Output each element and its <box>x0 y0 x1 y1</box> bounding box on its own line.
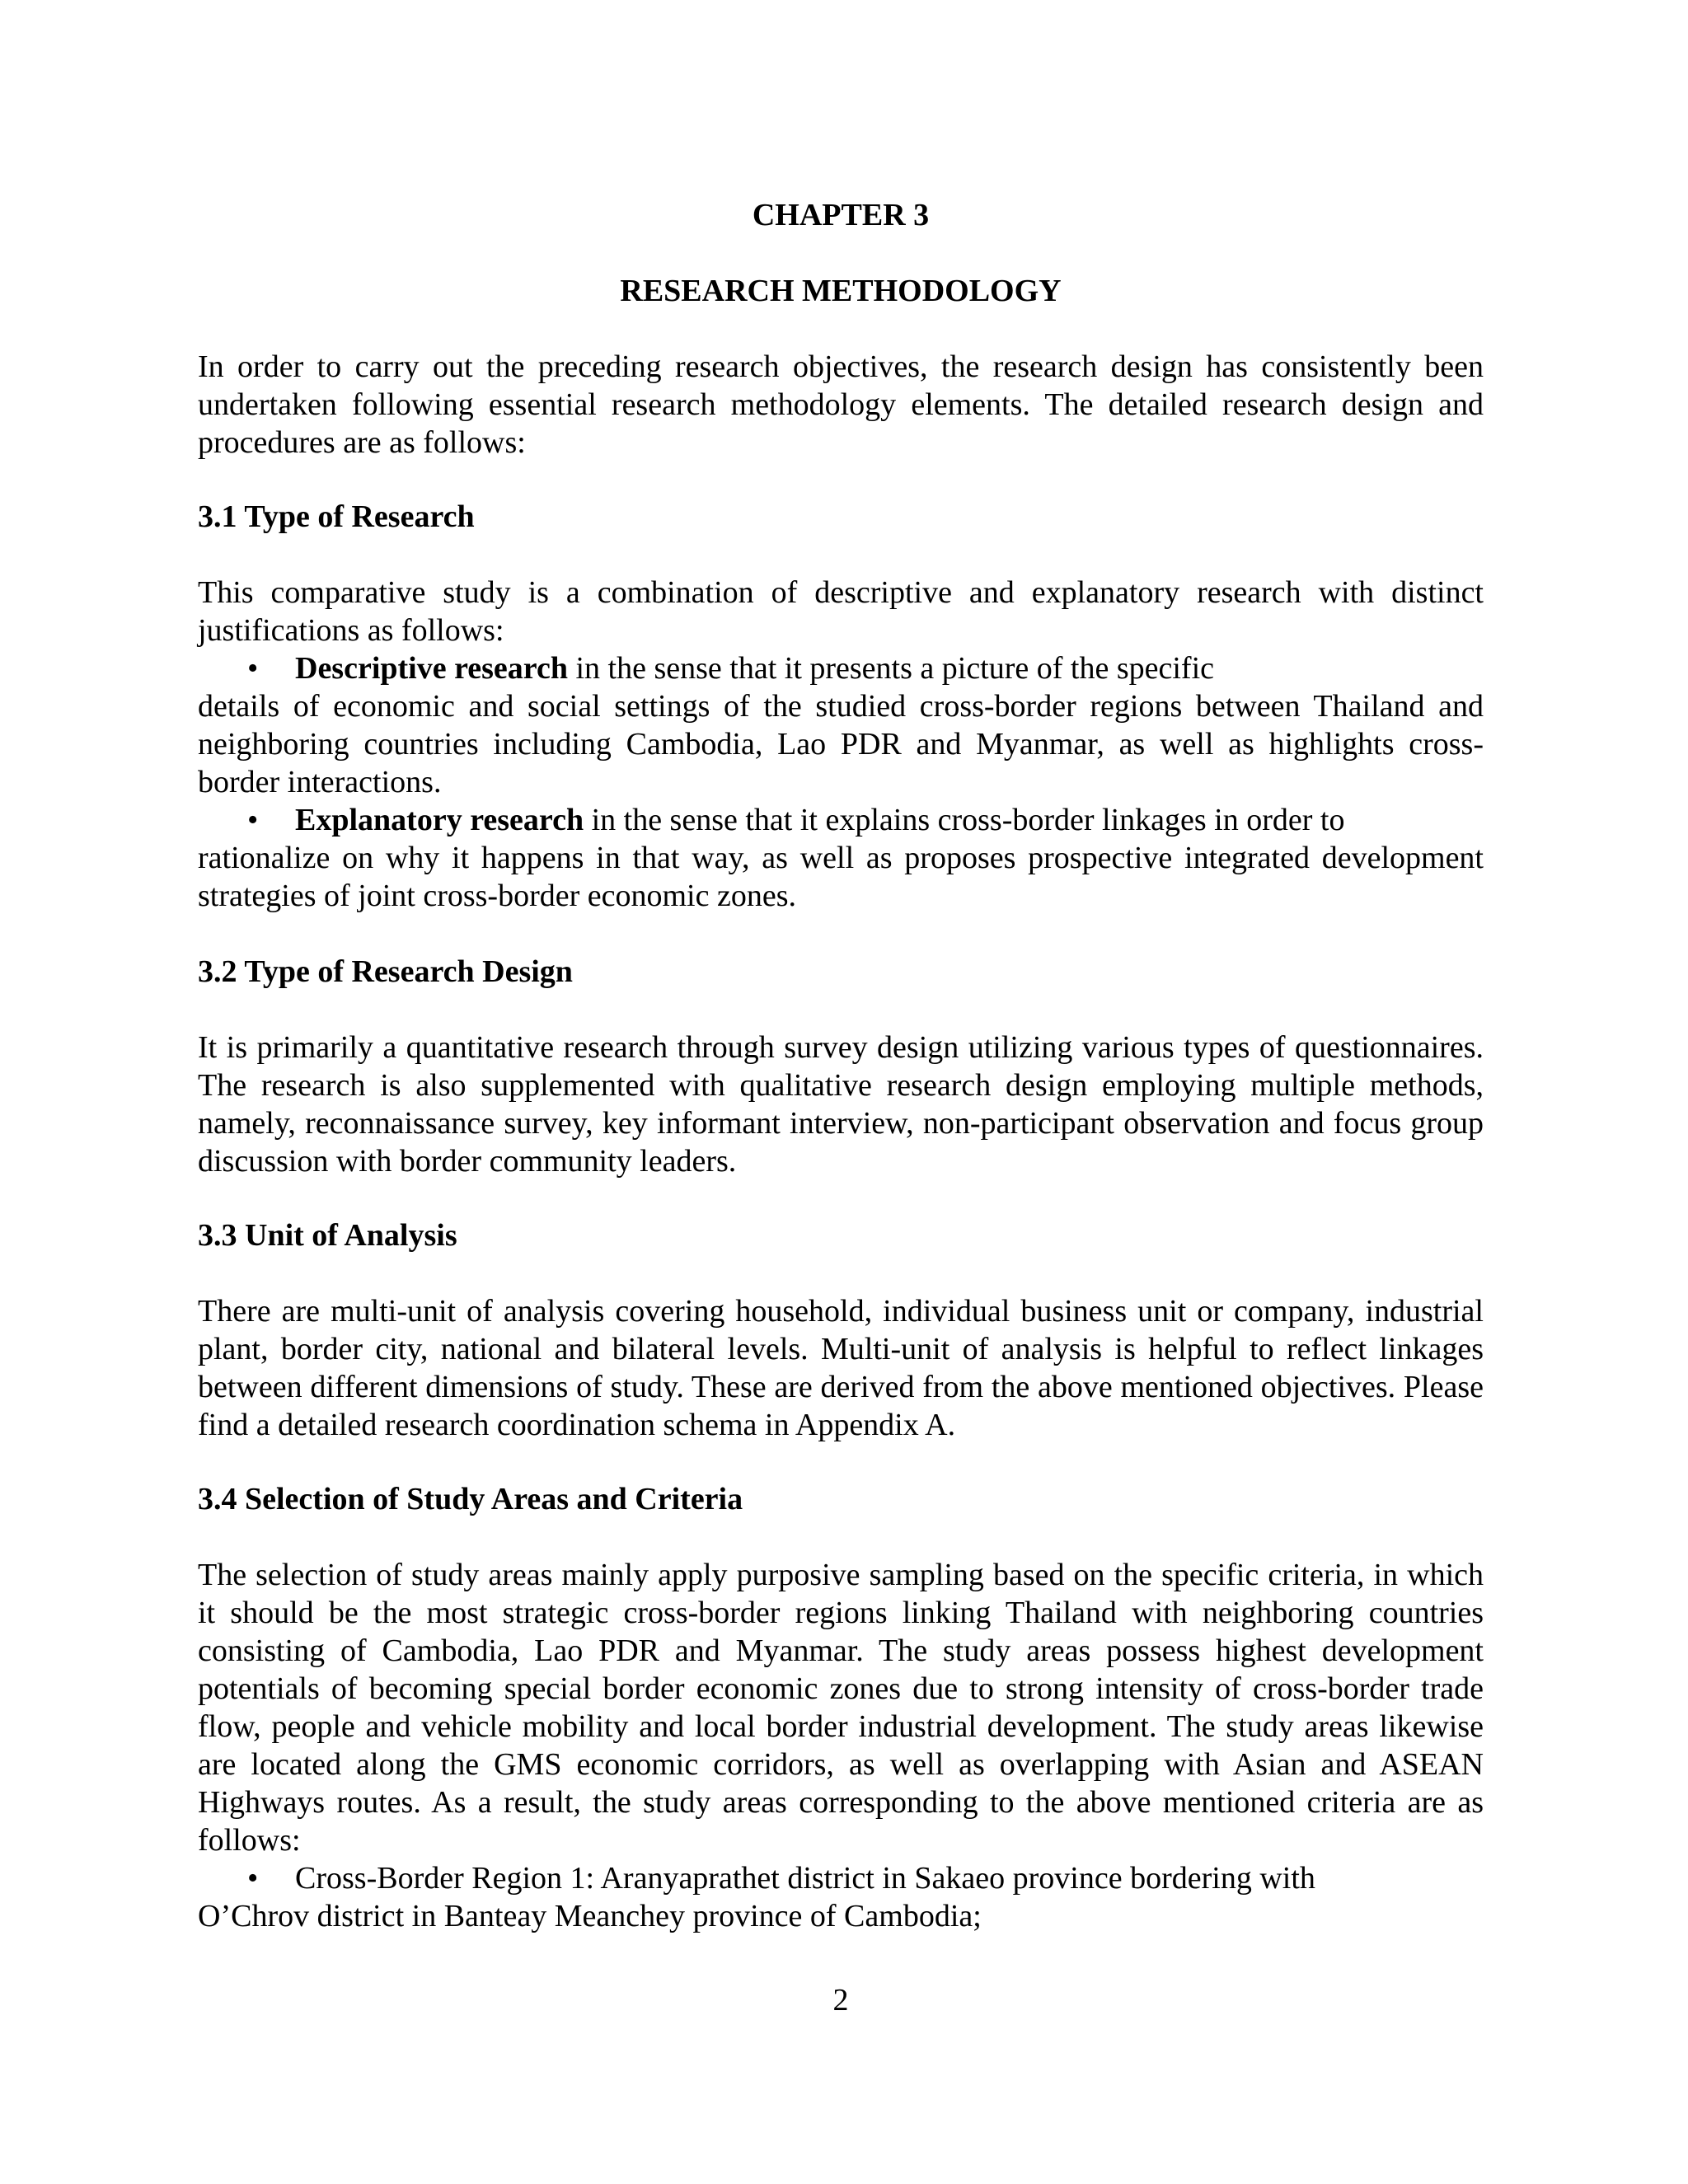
section-3-3-paragraph: There are multi-unit of analysis covering household, individual business unit or company, industrial plant, border city, national and bilateral levels. Multi-unit of analysis is helpful to reflect linkages between different dimensions of study. These are derived from the above mentioned objectives. Please find a detailed research coordination schema in Appendix A. <box>198 1294 1484 1442</box>
bullet-explanatory-first-line: in the sense that it explains cross-border linkages in order to <box>584 803 1345 837</box>
section-3-4-paragraph: The selection of study areas mainly apply purposive sampling based on the specific criteria, in which it should be the most strategic cross-border regions linking Thailand with neighboring countries consisting of Cambodia, Lao PDR and Myanmar. The study areas possess highest development potentials of becoming special border economic zones due to strong intensity of cross-border trade flow, people and vehicle mobility and local border industrial development. The study areas likewise are located along the GMS economic corridors, as well as overlapping with Asian and ASEAN Highways routes. As a result, the study areas corresponding to the above mentioned criteria are as follows: <box>198 1558 1484 1858</box>
bullet-icon: • <box>247 651 259 686</box>
bullet-explanatory-bold: Explanatory research <box>295 803 584 837</box>
section-3-2-heading: 3.2 Type of Research Design <box>198 954 573 989</box>
bullet-descriptive-first-line: in the sense that it presents a picture of the specific <box>567 651 1214 686</box>
section-3-3-heading: 3.3 Unit of Analysis <box>198 1218 457 1253</box>
bullet-explanatory-text <box>295 801 1344 839</box>
bullet-region-1-continuation: O’Chrov district in Banteay Meanchey province of Cambodia; <box>198 1899 982 1933</box>
page-number: 2 <box>832 1983 849 2018</box>
section-3-4-heading: 3.4 Selection of Study Areas and Criteria <box>198 1482 743 1516</box>
chapter-label: CHAPTER 3 <box>752 198 930 232</box>
chapter-title: RESEARCH METHODOLOGY <box>620 274 1062 308</box>
bullet-explanatory-continuation: rationalize on why it happens in that way, as well as proposes prospective integrated development strategies of joint cross-border economic zones. <box>198 841 1484 913</box>
section-3-1-paragraph: This comparative study is a combination of descriptive and explanatory research with distinct justifications as follows: <box>198 575 1484 648</box>
bullet-icon: • <box>247 1861 259 1896</box>
bullet-region-1-first-line: Cross-Border Region 1: Aranyaprathet district in Sakaeo province bordering with <box>295 1861 1315 1896</box>
bullet-descriptive-continuation: details of economic and social settings of the studied cross-border regions between Thailand and neighboring countries including Cambodia, Lao PDR and Myanmar, as well as highlights cross-border interactions. <box>198 689 1484 799</box>
section-3-1-heading: 3.1 Type of Research <box>198 499 475 534</box>
bullet-descriptive-text <box>295 649 1214 687</box>
bullet-icon: • <box>247 803 259 837</box>
intro-paragraph: In order to carry out the preceding research objectives, the research design has consistently been undertaken following essential research methodology elements. The detailed research design and procedures are as follows: <box>198 349 1484 460</box>
bullet-descriptive-bold: Descriptive research <box>295 651 568 686</box>
section-3-2-paragraph: It is primarily a quantitative research through survey design utilizing various types of questionnaires. The research is also supplemented with qualitative research design employing multiple methods, namely, reconnaissance survey, key informant interview, non-participant observation and focus group discussion with border community leaders. <box>198 1030 1484 1179</box>
